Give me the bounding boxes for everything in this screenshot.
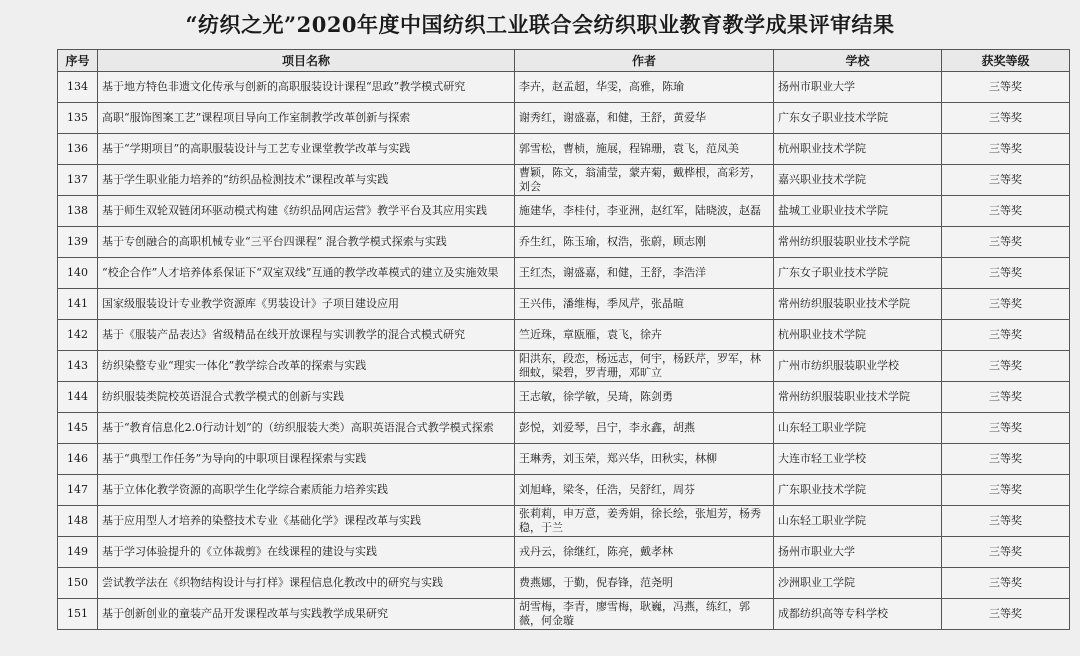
cell-award: 三等奖 [942,258,1070,289]
cell-school: 山东轻工职业学院 [774,413,942,444]
cell-school: 广东职业技术学院 [774,475,942,506]
cell-authors: 王兴伟，潘维梅，季凤芹，张晶暄 [515,289,774,320]
cell-num: 149 [58,537,98,568]
cell-project: “校企合作”人才培养体系保证下“双室双线”互通的教学改革模式的建立及实施效果 [98,258,515,289]
table-row [58,72,1070,103]
table-row [58,289,1070,320]
cell-authors: 刘旭峰，梁冬，任浩，吴舒红，周芬 [515,475,774,506]
cell-project: 基于学习体验提升的《立体裁剪》在线课程的建设与实践 [98,537,515,568]
cell-num: 136 [58,134,98,165]
table-row [58,413,1070,444]
table-row [58,382,1070,413]
cell-school: 广州市纺织服装职业学校 [774,351,942,382]
results-table [57,49,1070,630]
cell-project: 基于师生双轮双链闭环驱动模式构建《纺织品网店运营》教学平台及其应用实践 [98,196,515,227]
cell-award: 三等奖 [942,320,1070,351]
cell-authors: 胡雪梅，李青，廖雪梅，耿巍，冯燕，练红，郭薇，何金璇 [515,599,774,630]
cell-award: 三等奖 [942,506,1070,537]
cell-num: 143 [58,351,98,382]
cell-award: 三等奖 [942,72,1070,103]
cell-award: 三等奖 [942,351,1070,382]
cell-num: 144 [58,382,98,413]
cell-school: 扬州市职业大学 [774,537,942,568]
table-row [58,320,1070,351]
cell-project: 国家级服装设计专业教学资源库《男装设计》子项目建设应用 [98,289,515,320]
cell-award: 三等奖 [942,165,1070,196]
cell-authors: 王志敏，徐学敏，吴琦，陈剑勇 [515,382,774,413]
cell-num: 146 [58,444,98,475]
table-row [58,196,1070,227]
cell-school: 常州纺织服装职业技术学院 [774,382,942,413]
cell-project: 基于创新创业的童装产品开发课程改革与实践教学成果研究 [98,599,515,630]
header-project: 项目名称 [98,50,515,72]
table-row [58,351,1070,382]
cell-authors: 王琳秀，刘玉荣，郑兴华，田秋实，林柳 [515,444,774,475]
cell-num: 151 [58,599,98,630]
cell-school: 沙洲职业工学院 [774,568,942,599]
cell-authors: 王红杰，谢盛嘉，和健，王舒，李浩洋 [515,258,774,289]
cell-project: 基于“学期项目”的高职服装设计与工艺专业课堂教学改革与实践 [98,134,515,165]
cell-num: 138 [58,196,98,227]
cell-authors: 竺近珠，章瓯雁，袁飞，徐卉 [515,320,774,351]
cell-award: 三等奖 [942,475,1070,506]
cell-project: 基于“教育信息化2.0行动计划”的（纺织服装大类）高职英语混合式教学模式探索 [98,413,515,444]
header-num: 序号 [58,50,98,72]
cell-num: 139 [58,227,98,258]
cell-num: 137 [58,165,98,196]
cell-project: 基于“典型工作任务”为导向的中职项目课程探索与实践 [98,444,515,475]
cell-num: 141 [58,289,98,320]
cell-authors: 彭悦，刘爱琴，吕宁，李永鑫，胡燕 [515,413,774,444]
cell-award: 三等奖 [942,537,1070,568]
cell-authors: 曹颖，陈文，翁浦莹，蒙卉菊，戴桦根，高彩芳，刘会 [515,165,774,196]
cell-project: 基于立体化教学资源的高职学生化学综合素质能力培养实践 [98,475,515,506]
table-header-row [58,50,1070,72]
cell-num: 145 [58,413,98,444]
cell-num: 134 [58,72,98,103]
cell-authors: 阳洪东，段恋，杨远志，何宇，杨跃芹，罗军，林细蚊，梁碧，罗青珊，邓旷立 [515,351,774,382]
header-school: 学校 [774,50,942,72]
cell-school: 常州纺织服装职业技术学院 [774,227,942,258]
table-row [58,103,1070,134]
cell-project: 尝试教学法在《织物结构设计与打样》课程信息化教改中的研究与实践 [98,568,515,599]
cell-award: 三等奖 [942,568,1070,599]
cell-authors: 乔生红，陈玉瑜，权浩，张蔚，顾志刚 [515,227,774,258]
cell-award: 三等奖 [942,444,1070,475]
cell-num: 142 [58,320,98,351]
table-row [58,568,1070,599]
cell-authors: 施建华，李桂付，李亚洲，赵红军，陆晓波，赵磊 [515,196,774,227]
table-row [58,599,1070,630]
cell-project: 基于《服装产品表达》省级精品在线开放课程与实训教学的混合式模式研究 [98,320,515,351]
cell-project: 高职“服饰图案工艺”课程项目导向工作室制教学改革创新与探索 [98,103,515,134]
cell-school: 大连市轻工业学校 [774,444,942,475]
cell-num: 150 [58,568,98,599]
cell-school: 杭州职业技术学院 [774,320,942,351]
cell-school: 广东女子职业技术学院 [774,103,942,134]
header-award: 获奖等级 [942,50,1070,72]
cell-school: 扬州市职业大学 [774,72,942,103]
cell-school: 常州纺织服装职业技术学院 [774,289,942,320]
cell-authors: 谢秀红，谢盛嘉，和健，王舒，黄爱华 [515,103,774,134]
cell-award: 三等奖 [942,103,1070,134]
table-row [58,444,1070,475]
table-row [58,227,1070,258]
cell-school: 嘉兴职业技术学院 [774,165,942,196]
table-row [58,134,1070,165]
cell-school: 成都纺织高等专科学校 [774,599,942,630]
cell-num: 140 [58,258,98,289]
cell-num: 147 [58,475,98,506]
cell-school: 盐城工业职业技术学院 [774,196,942,227]
table-row [58,506,1070,537]
cell-authors: 郭雪松，曹桢，施展，程锦珊，袁飞，范凤美 [515,134,774,165]
cell-award: 三等奖 [942,134,1070,165]
header-authors: 作者 [515,50,774,72]
cell-award: 三等奖 [942,289,1070,320]
cell-award: 三等奖 [942,599,1070,630]
cell-school: 山东轻工职业学院 [774,506,942,537]
cell-authors: 戎丹云，徐继红，陈亮，戴孝林 [515,537,774,568]
cell-num: 148 [58,506,98,537]
cell-school: 杭州职业技术学院 [774,134,942,165]
table-row [58,475,1070,506]
cell-project: 纺织染整专业“理实一体化”教学综合改革的探索与实践 [98,351,515,382]
cell-award: 三等奖 [942,227,1070,258]
cell-project: 基于地方特色非遗文化传承与创新的高职服装设计课程“思政”教学模式研究 [98,72,515,103]
cell-project: 基于专创融合的高职机械专业“三平台四课程” 混合教学模式探索与实践 [98,227,515,258]
cell-project: 基于应用型人才培养的染整技术专业《基础化学》课程改革与实践 [98,506,515,537]
table-row [58,165,1070,196]
cell-num: 135 [58,103,98,134]
cell-authors: 费燕娜，于勤，倪春锋，范尧明 [515,568,774,599]
cell-authors: 张莉莉，申万意，姜秀娟，徐长绘，张旭芳，杨秀稳，于兰 [515,506,774,537]
cell-award: 三等奖 [942,196,1070,227]
cell-authors: 李卉，赵孟超，华雯，高雅，陈瑜 [515,72,774,103]
page-title: “纺织之光”2020年度中国纺织工业联合会纺织职业教育教学成果评审结果 [185,12,895,37]
cell-school: 广东女子职业技术学院 [774,258,942,289]
cell-project: 纺织服装类院校英语混合式教学模式的创新与实践 [98,382,515,413]
table-row [58,258,1070,289]
cell-award: 三等奖 [942,413,1070,444]
table-row [58,537,1070,568]
cell-award: 三等奖 [942,382,1070,413]
cell-project: 基于学生职业能力培养的“纺织品检测技术”课程改革与实践 [98,165,515,196]
